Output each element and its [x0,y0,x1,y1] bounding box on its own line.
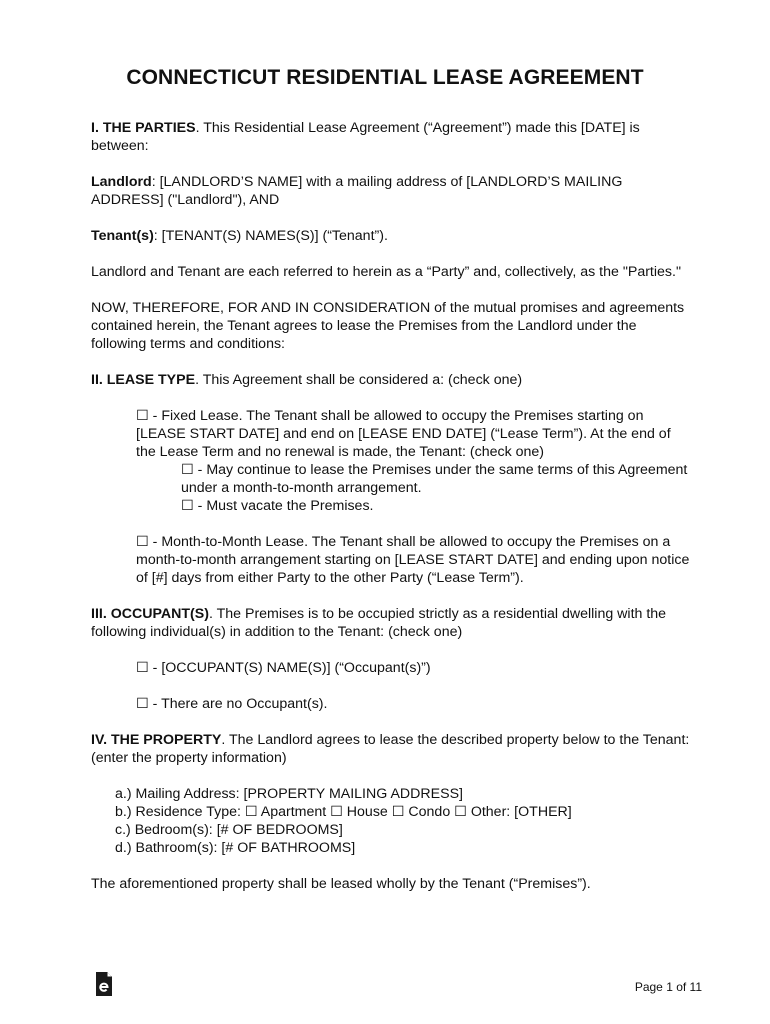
lease-type-heading: II. LEASE TYPE [91,372,196,388]
month-to-month-option[interactable]: ☐ - Month-to-Month Lease. The Tenant shall be allowed to occupy the Premises on a month-to-month arrangement starting on [LEASE START DATE] and ending upon notice of [#] days from either Party to the other Party (“Lease Term”). [136,534,690,586]
property-heading: IV. THE PROPERTY [91,732,222,748]
fixed-lease-continue-option[interactable]: ☐ - May continue to lease the Premises under the same terms of this Agreement under a month-to-month arrangement. [181,462,688,496]
document-title: CONNECTICUT RESIDENTIAL LEASE AGREEMENT [126,66,644,89]
property-item-bathrooms: d.) Bathroom(s): [# OF BATHROOMS] [115,840,356,856]
property-text: . The Landlord agrees to lease the described property below to the Tenant: (enter the property information) [91,732,690,766]
parties-paragraph [91,119,691,155]
tenant-paragraph [91,227,691,245]
property-item-residence-type[interactable]: b.) Residence Type: ☐ Apartment ☐ House ☐ Condo ☐ Other: [OTHER] [115,804,572,820]
occupants-heading: III. OCCUPANT(S) [91,606,209,622]
parties-heading: I. THE PARTIES [91,120,196,136]
page-number: Page 1 of 11 [634,980,702,994]
property-paragraph [91,731,691,767]
consideration-paragraph: NOW, THEREFORE, FOR AND IN CONSIDERATION of the mutual promises and agreements contained herein, the Tenant agrees to lease the Premises from the Landlord under the following terms and conditions: [91,300,685,352]
parties-text: . This Residential Lease Agreement (“Agreement”) made this [DATE] is between: [91,120,640,154]
fixed-lease-option[interactable]: ☐ - Fixed Lease. The Tenant shall be allowed to occupy the Premises starting on [LEASE START DATE] and end on [LEASE END DATE] (“Lease Term”). At the end of the Lease Term and no renewal is made, the Tenant: (check one) [136,408,671,460]
lease-type-paragraph [91,371,691,389]
eforms-logo-icon [94,971,114,997]
tenant-label: Tenant(s) [91,228,154,244]
no-occupants-option[interactable]: ☐ - There are no Occupant(s). [136,696,328,712]
occupants-text: . The Premises is to be occupied strictly as a residential dwelling with the following individual(s) in addition to the Tenant: (check one) [91,606,667,640]
property-item-bedrooms: c.) Bedroom(s): [# OF BEDROOMS] [115,822,343,838]
landlord-paragraph [91,173,691,209]
occupants-paragraph [91,605,691,641]
property-item-mailing-address: a.) Mailing Address: [PROPERTY MAILING ADDRESS] [115,786,463,802]
fixed-lease-vacate-option[interactable]: ☐ - Must vacate the Premises. [181,498,374,514]
lease-type-text: . This Agreement shall be considered a: (check one) [195,372,523,388]
occupants-named-option[interactable]: ☐ - [OCCUPANT(S) NAME(S)] (“Occupant(s)”) [136,660,431,676]
property-closing: The aforementioned property shall be leased wholly by the Tenant (“Premises”). [91,876,591,892]
tenant-text: : [TENANT(S) NAMES(S)] (“Tenant”). [153,228,388,244]
landlord-label: Landlord [91,174,152,190]
party-definition: Landlord and Tenant are each referred to herein as a “Party” and, collectively, as the "Parties." [91,264,681,280]
document-body [91,119,691,893]
property-list [91,785,691,857]
landlord-text: : [LANDLORD’S NAME] with a mailing address of [LANDLORD’S MAILING ADDRESS] ("Landlord"), AND [91,174,623,208]
